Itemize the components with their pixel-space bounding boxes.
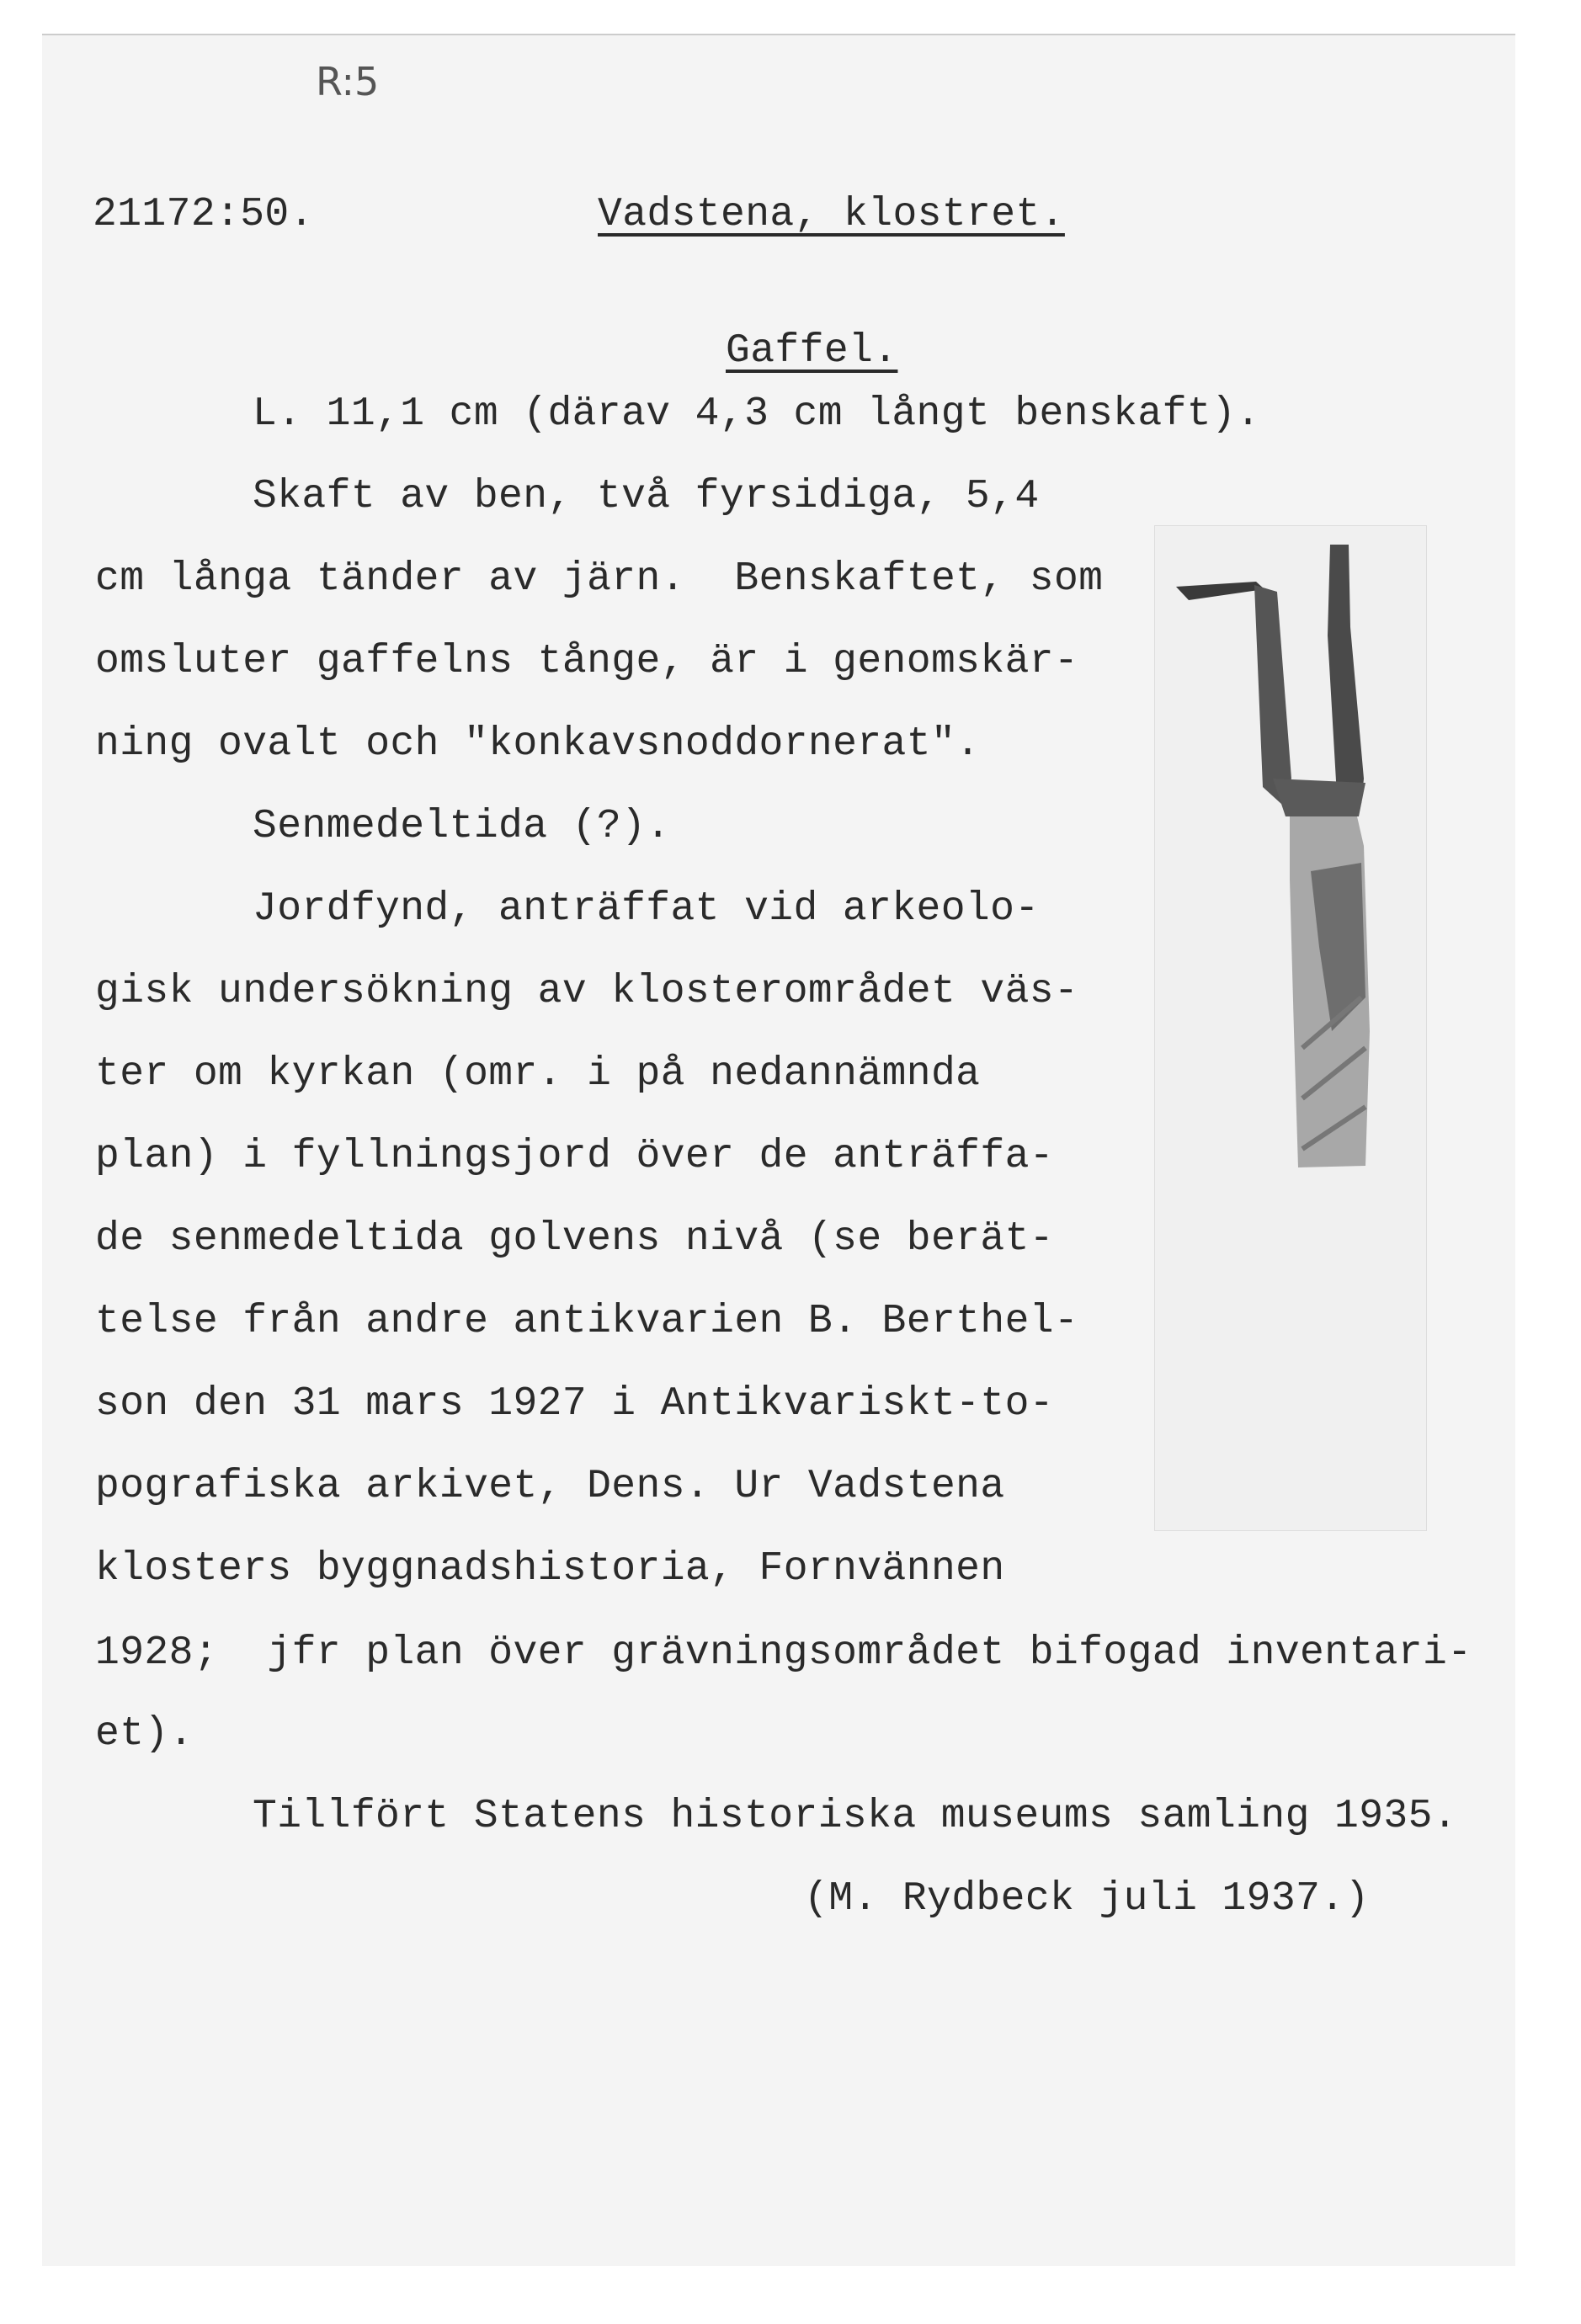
signature-line: (M. Rydbeck juli 1937.) bbox=[804, 1876, 1370, 1922]
text-line: gisk undersökning av klosterområdet väs- bbox=[95, 969, 1079, 1014]
text-line: pografiska arkivet, Dens. Ur Vadstena bbox=[95, 1464, 1005, 1509]
text-line: et). bbox=[95, 1711, 194, 1757]
find-place: Vadstena, klostret. bbox=[598, 192, 1065, 237]
text-line: omsluter gaffelns tånge, är i genomskär- bbox=[95, 639, 1079, 684]
text-line: telse från andre antikvarien B. Berthel- bbox=[95, 1299, 1079, 1344]
text-line: Skaft av ben, två fyrsidiga, 5,4 bbox=[253, 474, 1040, 519]
text-line: plan) i fyllningsjord över de anträffa- bbox=[95, 1134, 1054, 1179]
object-title: Gaffel. bbox=[726, 328, 898, 374]
text-line: cm långa tänder av järn. Benskaftet, som bbox=[95, 556, 1104, 602]
fork-photograph bbox=[1154, 525, 1427, 1531]
text-line: Senmedeltida (?). bbox=[253, 804, 671, 849]
text-line: L. 11,1 cm (därav 4,3 cm långt benskaft). bbox=[253, 391, 1261, 437]
text-line: 1928; jfr plan över grävningsområdet bifogad inventari- bbox=[95, 1630, 1472, 1676]
text-line: klosters byggnadshistoria, Fornvännen bbox=[95, 1546, 1005, 1592]
text-line: de senmedeltida golvens nivå (se berät- bbox=[95, 1216, 1054, 1262]
text-line: Jordfynd, anträffat vid arkeolo- bbox=[253, 886, 1040, 932]
catalog-number: 21172:50. bbox=[93, 192, 314, 237]
text-line: ning ovalt och "konkavsnoddornerat". bbox=[95, 721, 981, 767]
text-line: Tillfört Statens historiska museums samling 1935. bbox=[253, 1794, 1458, 1839]
text-line: son den 31 mars 1927 i Antikvariskt-to- bbox=[95, 1381, 1054, 1427]
handwritten-annotation: R:5 bbox=[316, 59, 380, 104]
text-line: ter om kyrkan (omr. i på nedannämnda bbox=[95, 1051, 981, 1097]
fork-image bbox=[1155, 526, 1426, 1530]
